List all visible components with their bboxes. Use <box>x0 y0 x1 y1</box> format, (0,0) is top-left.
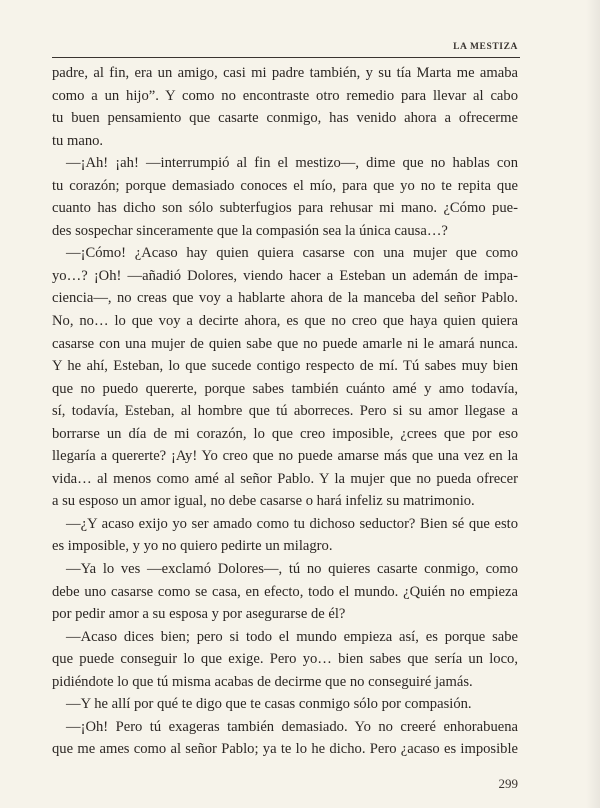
text-line: —¡Cómo! ¿Acaso hay quien quiera casarse con una mujer que como <box>66 245 518 262</box>
text-line: debe uno casarse como se casa, en efecto, todo el mundo. ¿Quién no empieza <box>52 583 518 600</box>
text-line: cuanto has dicho son sólo subterfugios para rehusar mi mano. ¿Cómo pue- <box>52 200 518 217</box>
text-line: borrarse un día de mi corazón, lo que creo imposible, ¿crees que por eso <box>52 425 518 442</box>
text-line: —¡Ah! ¡ah! —interrumpió al fin el mestizo—, dime que no hablas con <box>66 155 518 172</box>
page-number: 299 <box>498 776 518 791</box>
running-head-title: LA MESTIZA <box>453 42 518 52</box>
text-line: como a un hijo”. Y como no encontraste otro remedio para llevar al cabo <box>52 87 518 104</box>
text-line: yo…? ¡Oh! —añadió Dolores, viendo hacer a Esteban un ademán de impa- <box>52 267 518 284</box>
text-line: casarse con una mujer de quien sabe que no puede amarle ni le amará nunca. <box>52 335 518 352</box>
body-text <box>52 62 518 761</box>
text-line: tu corazón; porque demasiado conoces el mío, para que yo no te repita que <box>52 177 518 194</box>
text-line: ciencia—, no creas que voy a hablarte ahora de la manceba del señor Pablo. <box>52 290 518 307</box>
text-line: padre, al fin, era un amigo, casi mi padre también, y su tía Marta me amaba <box>52 65 518 81</box>
page-edge-shadow <box>586 0 600 808</box>
text-line: des sospechar sinceramente que la compasión sea la única causa…? <box>52 222 448 239</box>
text-line: Y he ahí, Esteban, lo que sucede contigo respecto de mí. Tú sabes muy bien <box>52 358 518 375</box>
text-line: No, no… lo que voy a decirte ahora, es que no creo que haya quien quiera <box>52 313 518 330</box>
header-rule <box>52 57 520 58</box>
text-line: llegaría a quererte? ¡Ay! Yo creo que no puede amarse más que una vez en la <box>52 448 518 465</box>
text-line: sí, todavía, Esteban, al hombre que tú aborreces. Pero si su amor llegase a <box>52 403 518 420</box>
text-line: tu buen pensamiento que casarte conmigo, has venido ahora a ofrecerme <box>52 110 518 127</box>
text-line: —Ya lo ves —exclamó Dolores—, tú no quieres casarte conmigo, como <box>66 561 518 578</box>
text-line: —Acaso dices bien; pero si todo el mundo empieza así, es porque sabe <box>66 628 518 645</box>
text-line: vida… al menos como amé al señor Pablo. Y la mujer que no pueda ofrecer <box>52 470 518 487</box>
text-line: —Y he allí por qué te digo que te casas conmigo sólo por compasión. <box>66 696 472 713</box>
text-line: —¡Oh! Pero tú exageras también demasiado. Yo no creeré enhorabuena <box>66 718 518 735</box>
text-line: por pedir amor a su esposa y por asegurarse de él? <box>52 606 346 623</box>
text-line: que no puedo quererte, porque sabes también cuánto amé y amo todavía, <box>52 380 518 397</box>
text-line: que puede conseguir lo que exige. Pero yo… bien sabes que sería un loco, <box>52 651 518 668</box>
text-line: pidiéndote lo que tú misma acabas de decirme que no conseguiré jamás. <box>52 673 473 690</box>
text-line: a su esposo un amor igual, no debe casarse o hará infeliz su matrimonio. <box>52 493 475 510</box>
text-line: tu mano. <box>52 132 104 149</box>
text-line: —¿Y acaso exijo yo ser amado como tu dichoso seductor? Bien sé que esto <box>66 515 518 532</box>
text-line: que me ames como al señor Pablo; ya te lo he dicho. Pero ¿acaso es imposible <box>52 741 518 758</box>
text-line: es imposible, y yo no quiero pedirte un milagro. <box>52 538 333 555</box>
